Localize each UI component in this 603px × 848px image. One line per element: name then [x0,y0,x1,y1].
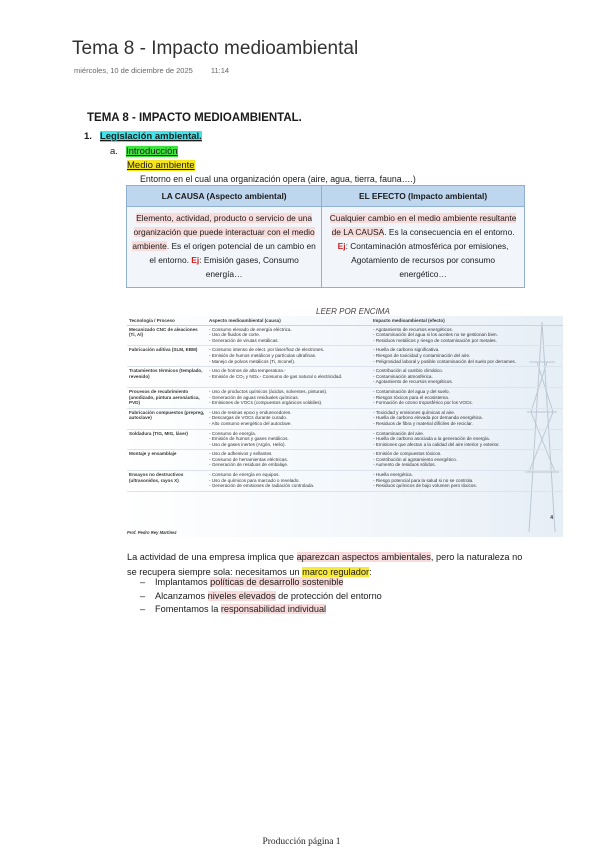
list-item: - Uso de químicos para marcado o revelado. [209,477,300,483]
list-item: - Riesgos tóxicos para el ecosistema. [373,394,450,400]
highlight: Cualquier cambio en el medio ambiente resultante de LA CAUSA [329,213,517,237]
item-text: Emisiones de VOCs (compuestos orgánicos volátiles). [211,400,323,406]
cause-header: LA CAUSA (Aspecto ambiental) [127,186,322,207]
item-text: Contaminación atmosférica. [375,373,433,379]
cause-list [207,325,371,346]
list-item: - Uso de hornos de alta temperatura.- [209,368,286,374]
table-row [127,471,563,492]
cause-list [207,471,371,492]
table-row [127,367,563,388]
item-text: Huella de carbono significativa. [375,347,440,353]
item-text: Uso de químicos para marcado o revelado. [211,477,300,483]
list-item: - Residuos metálicos y riesgo de contaminación por metales. [373,337,497,343]
list-item: - Uso de productos químicos (ácidos, solventes, pinturas). [209,388,328,394]
item-text: Emisión de compuestos tóxicos. [375,451,442,457]
section-heading: TEMA 8 - IMPACTO MEDIOAMBIENTAL. [87,112,302,124]
item-text: Uso de gases inertes (Argón, Helio). [211,441,286,447]
item-text: Emisiones que afectan a la calidad del aire interior y exterior. [375,441,500,447]
effect-list [371,429,563,450]
item-text: de protección del entorno [275,590,382,601]
list-item: - Riesgo potencial para la salud si no se controla. [373,477,474,483]
effect-header: EL EFECTO (Impacto ambiental) [322,186,525,207]
effect-column-header: Impacto medioambiental (efecto) [371,317,563,325]
action-list [140,576,382,617]
slide-number: 4 [550,515,553,521]
list-item: - Consumo elevado de energía eléctrica. [209,326,292,332]
process-table-image [125,316,563,537]
list-item: - Formación de ozono troposférico por los VOCs. [373,400,473,406]
list-item: - Agotamiento de recursos energéticos. [373,379,453,385]
effect-list [371,387,563,408]
item-text: Generación de emisiones de radiación controlada. [211,483,315,489]
list-item: - Descargas de VOCs durante curado. [209,415,288,421]
example-label: Ej [337,241,346,251]
item-text: Consumo de energía en equipos. [211,472,280,478]
example-text: : Contaminación atmosférica por emisiones, Agotamiento de recursos por consumo energético… [345,241,509,279]
image-credit: Prof. Pedro Rey Martínez [127,530,177,535]
item-text: Contribución al agotamiento energético. [375,456,458,462]
item-text: Residuos químicos de bajo volumen pero tóxicos. [375,483,477,489]
list-item: - Consumo de energía en equipos. [209,472,280,478]
cause-list [207,387,371,408]
list-item: - Contaminación del agua y del suelo. [373,388,450,394]
process-name: Montaje y ensamblaje [127,450,207,471]
list-item: - Uso de gases inertes (Argón, Helio). [209,441,286,447]
table-row [127,325,563,346]
cause-list [207,450,371,471]
list-item: - Emisiones que afectan a la calidad del aire interior y exterior. [373,441,500,447]
cell-text: . Es el origen potencial de un cambio en el entorno. [149,241,316,265]
item-text: Generación de aguas residuales químicas. [211,394,299,400]
item-text: Contaminación del aire. [375,430,425,436]
process-name: Fabricación aditiva (SLM, EBM) [127,346,207,367]
process-name: Ensayos no destructivos (ultrasonidos, rayos X) [127,471,207,492]
process-name: Soldadura (TIG, MIG, láser) [127,429,207,450]
list-item: - Emisiones de VOCs (compuestos orgánicos volátiles). [209,400,323,406]
effect-list [371,346,563,367]
item-text: Contaminación del agua si los aceites no se gestionan bien. [375,332,498,338]
item-text: Emisión de CO₂ y NOx.- Consumo de gas natural o electricidad. [211,373,343,379]
item-text: Uso de hornos de alta temperatura.- [211,368,286,374]
highlight: niveles elevados [207,590,276,601]
list-item: - Consumo de herramientas eléctricas. [209,456,288,462]
list-item: - Riesgos de toxicidad y contaminación del aire. [373,352,471,358]
table-row [127,408,563,429]
item-text: Formación de ozono troposférico por los VOCs. [375,400,473,406]
list-item: - Peligrosidad laboral y posible contaminación del suelo por derrames. [373,358,517,364]
item-text: Huella de carbono asociada a la generación de energía. [375,436,490,442]
outline-level-1 [84,131,202,142]
process-name: Procesos de recubrimiento (anodizado, pintura aeronáutica, PVD) [127,387,207,408]
example-text: : Emisión gases, Consumo energía… [199,255,299,279]
item-text: Uso de fluidos de corte. [211,332,261,338]
item-text: Riesgos de toxicidad y contaminación del aire. [375,352,471,358]
item-text: Emisión de humos y gases metálicos. [211,436,289,442]
item-text: Riesgo potencial para la salud si no se controla. [375,477,474,483]
outline-number: 1. [84,131,92,142]
effect-list [371,450,563,471]
effect-list [371,408,563,429]
item-text: Agotamiento de recursos energéticos. [375,379,453,385]
cause-list [207,429,371,450]
list-item: - Contaminación atmosférica. [373,373,433,379]
cause-list [207,346,371,367]
list-item: - Residuos químicos de bajo volumen pero tóxicos. [373,483,477,489]
item-text: Fomentamos la [155,604,221,614]
outline-text: Legislación ambiental. [99,131,202,142]
list-item: - Generación de aguas residuales químicas. [209,394,299,400]
page-title: Tema 8 - Impacto medioambiental [72,38,359,59]
table-row [127,387,563,408]
outline-number: a. [110,146,118,157]
list-item: - Generación de residuos de embalaje. [209,462,289,468]
list-item [140,590,382,604]
item-text: Consumo intenso de elect. por láser/haz de electrones. [211,347,325,353]
page-timestamp [74,66,229,75]
table-row [127,450,563,471]
list-item: - Generación de virutas metálicas. [209,337,279,343]
page-time: 11:14 [210,66,230,75]
item-text: Generación de residuos de embalaje. [211,462,289,468]
list-item: - Uso de adhesivos y sellantes. [209,451,273,457]
item-text: Generación de virutas metálicas. [211,337,279,343]
list-item: - Emisión de CO₂ y NOx.- Consumo de gas natural o electricidad. [209,373,343,379]
item-text: Contaminación del agua y del suelo. [375,388,450,394]
process-name: Tratamientos térmicos (templado, revenido) [127,367,207,388]
example-label: Ej [191,255,200,265]
item-text: Huella energética. [375,472,413,478]
outline-text: Introducción [125,146,178,157]
cause-column-header: Aspecto medioambiental (causa) [207,317,371,325]
list-item: - Contaminación del agua si los aceites no se gestionan bien. [373,332,498,338]
effect-cell [322,207,525,288]
item-text: Residuos metálicos y riesgo de contaminación por metales. [375,337,497,343]
list-item: - Contaminación del aire. [373,430,425,436]
list-item: - Uso de resinas epoxi y endurecedores. [209,409,292,415]
highlight: responsabilidad individual [220,604,327,614]
list-item: - Emisión de humos y gases metálicos. [209,436,289,442]
list-item: - Consumo intenso de elect. por láser/haz de electrones. [209,347,325,353]
process-name: Fabricación compuestos (prepreg, autoclave) [127,408,207,429]
item-text: Peligrosidad laboral y posible contaminación del suelo por derrames. [375,358,517,364]
cause-effect-table [126,185,525,288]
highlight: marco regulador [302,567,370,577]
item-text: Alcanzamos [155,590,208,601]
item-text: Consumo de energía. [211,430,256,436]
list-item: - Huella de carbono elevada por demanda energética. [373,415,483,421]
highlight: políticas de desarrollo sostenible [210,577,344,587]
list-item: - Manejo de polvos metálicos (Ti, Inconel). [209,358,296,364]
list-item: - Uso de fluidos de corte. [209,332,261,338]
list-item: - Aumento de residuos sólidos. [373,462,436,468]
process-name: Mecanizado CNC de aleaciones (Ti, Al) [127,325,207,346]
paragraph-text: : [369,567,372,577]
paragraph-text: La actividad de una empresa implica que [127,552,297,562]
item-text: Agotamiento de recursos energéticos. [375,326,453,332]
list-item [140,576,382,590]
list-item: - Residuos de fibra y material difíciles de reciclar. [373,420,473,426]
page-footer: Producción página 1 [262,837,341,847]
process-table [127,317,563,492]
item-text: Uso de resinas epoxi y endurecedores. [211,409,292,415]
item-text: Manejo de polvos metálicos (Ti, Inconel). [211,358,296,364]
effect-list [371,367,563,388]
highlight: Elemento, actividad, producto o servicio de una organización que puede interactuar con el medio ambiente [132,213,315,251]
list-item: - Huella de carbono asociada a la generación de energía. [373,436,490,442]
item-text: Huella de carbono elevada por demanda energética. [375,415,483,421]
item-text: Riesgos tóxicos para el ecosistema. [375,394,450,400]
item-text: Descargas de VOCs durante curado. [211,415,288,421]
item-text: Uso de adhesivos y sellantes. [211,451,273,457]
highlight: aparezcan aspectos ambientales [296,552,431,562]
item-text: Alto consumo energético del autoclave. [211,420,292,426]
item-text: Aumento de residuos sólidos. [375,462,436,468]
list-item: - Huella de carbono significativa. [373,347,440,353]
definition-text: Entorno en el cual una organización opera (aire, agua, tierra, fauna….) [140,174,416,184]
list-item: - Consumo de energía. [209,430,256,436]
process-column-header: Tecnología / Proceso [127,317,207,325]
item-text: Consumo elevado de energía eléctrica. [211,326,292,332]
list-item: - Agotamiento de recursos energéticos. [373,326,453,332]
cause-list [207,367,371,388]
list-item: - Emisión de compuestos tóxicos. [373,451,442,457]
item-text: Residuos de fibra y material difíciles de reciclar. [375,420,473,426]
list-item: - Toxicidad y emisiones químicas al aire. [373,409,456,415]
list-item: - Alto consumo energético del autoclave. [209,420,292,426]
read-above-label: LEER POR ENCIMA [316,307,390,316]
item-text: Consumo de herramientas eléctricas. [211,456,288,462]
list-item: - Huella energética. [373,472,413,478]
outline-text: Medio ambiente [127,160,195,171]
list-item: - Contribución al agotamiento energético. [373,456,458,462]
list-item [140,603,382,617]
cell-text: . Es la consecuencia en el entorno. [384,227,515,237]
list-item: - Generación de emisiones de radiación controlada. [209,483,315,489]
list-item: - Emisión de humos metálicos y partículas ultrafinas. [209,352,317,358]
effect-list [371,471,563,492]
cause-cell [127,207,322,288]
outline-level-3 [127,160,195,171]
table-row [127,429,563,450]
effect-list [371,325,563,346]
paragraph-text: , pero la naturaleza no se recupera siempre sola: necesitamos un [127,552,523,577]
page-date: miércoles, 10 de diciembre de 2025 [74,66,193,75]
list-item: - Contribución al cambio climático. [373,368,443,374]
item-text: Uso de productos químicos (ácidos, solventes, pinturas). [211,388,328,394]
outline-level-2 [110,146,178,157]
item-text: Toxicidad y emisiones químicas al aire. [375,409,456,415]
cause-list [207,408,371,429]
item-text: Contribución al cambio climático. [375,368,443,374]
item-text: Implantamos [155,577,211,587]
table-row [127,346,563,367]
item-text: Emisión de humos metálicos y partículas ultrafinas. [211,352,317,358]
